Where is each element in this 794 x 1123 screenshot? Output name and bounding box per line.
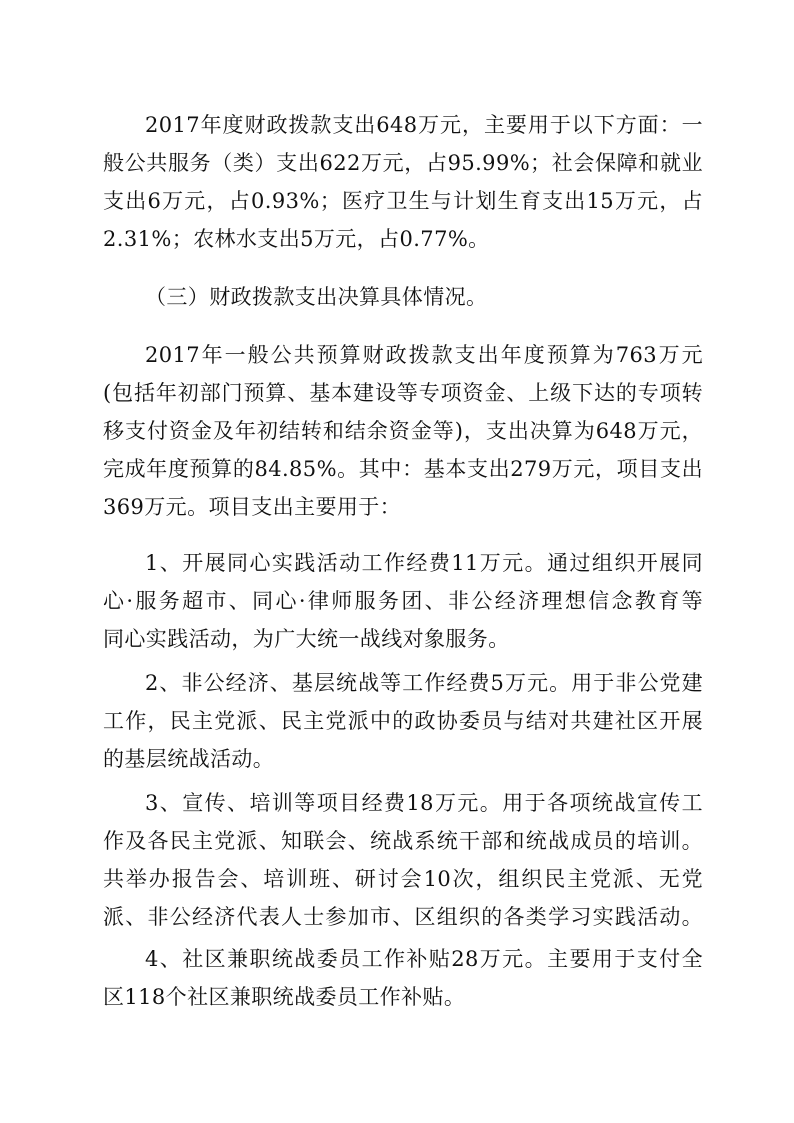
paragraph-2-line-1: 2017年一般公共预算财政拨款支出年度预算为763万元 <box>145 343 703 367</box>
item-3-line-1: 3、宣传、培训等项目经费18万元。用于各项统战宣传工 <box>145 791 703 815</box>
paragraph-2-line-2: (包括年初部门预算、基本建设等专项资金、上级下达的专项转 <box>103 381 703 405</box>
item-4-line-2: 区118个社区兼职统战委员工作补贴。 <box>103 985 466 1009</box>
paragraph-1-line-2: 般公共服务（类）支出622万元，占95.99%；社会保障和就业 <box>103 151 703 175</box>
paragraph-2-line-3: 移支付资金及年初结转和结余资金等)，支出决算为648万元， <box>103 419 703 443</box>
item-4-line-1: 4、社区兼职统战委员工作补贴28万元。主要用于支付全 <box>145 947 703 971</box>
paragraph-2-line-5: 369万元。项目支出主要用于： <box>103 495 402 519</box>
paragraph-1-line-3: 支出6万元，占0.93%；医疗卫生与计划生育支出15万元，占 <box>103 189 703 213</box>
section-heading: （三）财政拨款支出决算具体情况。 <box>145 285 488 309</box>
paragraph-1-line-1: 2017年度财政拨款支出648万元，主要用于以下方面：一 <box>145 113 703 137</box>
item-1-line-3: 同心实践活动，为广大统一战线对象服务。 <box>103 627 510 651</box>
item-1-line-2: 心·服务超市、同心·律师服务团、非公经济理想信念教育等 <box>103 589 703 613</box>
item-3-line-2: 作及各民主党派、知联会、统战系统干部和统战成员的培训。 <box>103 829 703 853</box>
item-3-line-4: 派、非公经济代表人士参加市、区组织的各类学习实践活动。 <box>103 905 703 929</box>
item-2-line-2: 工作，民主党派、民主党派中的政协委员与结对共建社区开展 <box>103 709 703 733</box>
paragraph-2-line-4: 完成年度预算的84.85%。其中：基本支出279万元，项目支出 <box>103 457 703 481</box>
item-1-line-1: 1、开展同心实践活动工作经费11万元。通过组织开展同 <box>145 551 703 575</box>
item-2-line-1: 2、非公经济、基层统战等工作经费5万元。用于非公党建 <box>145 671 703 695</box>
paragraph-1-line-4: 2.31%；农林水支出5万元，占0.77%。 <box>103 227 490 251</box>
item-2-line-3: 的基层统战活动。 <box>103 747 275 771</box>
item-3-line-3: 共举办报告会、培训班、研讨会10次，组织民主党派、无党 <box>103 867 703 891</box>
